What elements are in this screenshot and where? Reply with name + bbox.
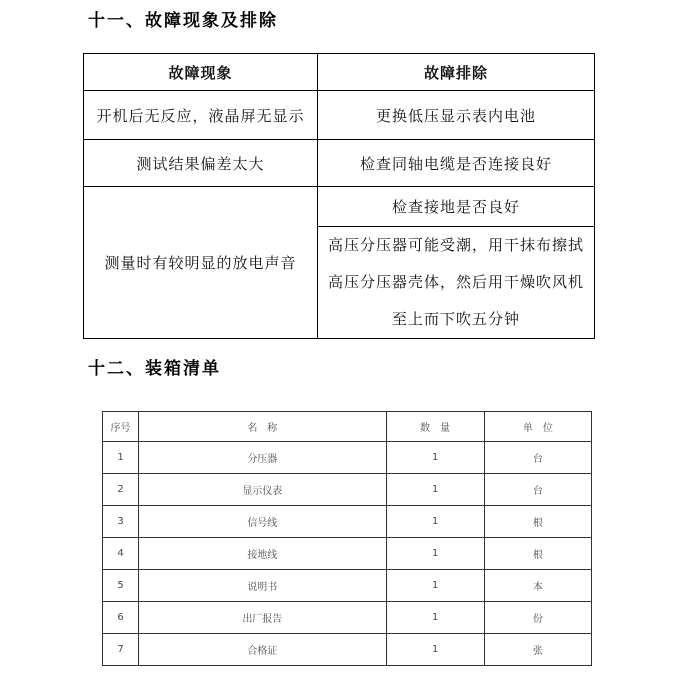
packing-cell-unit: 张	[484, 634, 591, 666]
solution-line: 高压分压器壳体，然后用干燥吹风机	[327, 273, 584, 291]
packing-cell-unit: 本	[484, 570, 591, 602]
table-row	[84, 140, 595, 187]
packing-cell-unit: 份	[484, 602, 591, 634]
table-row	[103, 634, 592, 666]
fault-header-phenomenon: 故障现象	[84, 54, 318, 91]
packing-table-header-row	[103, 412, 592, 442]
fault-header-solution: 故障排除	[318, 54, 595, 91]
fault-cell-solution: 检查接地是否良好	[318, 187, 595, 227]
packing-cell-name: 接地线	[139, 538, 387, 570]
packing-cell-index: 4	[103, 538, 139, 570]
packing-cell-qty: 1	[386, 442, 484, 474]
packing-cell-unit: 根	[484, 538, 591, 570]
section-heading-fault: 十一、故障现象及排除	[88, 11, 278, 31]
packing-cell-qty: 1	[386, 570, 484, 602]
table-row	[103, 538, 592, 570]
packing-cell-unit: 台	[484, 474, 591, 506]
table-row	[84, 187, 595, 227]
packing-list-table	[102, 411, 592, 666]
packing-cell-name: 显示仪表	[139, 474, 387, 506]
packing-header-index: 序号	[103, 412, 139, 442]
packing-cell-name: 合格证	[139, 634, 387, 666]
fault-cell-phenomenon: 开机后无反应，液晶屏无显示	[84, 91, 318, 140]
packing-header-name: 名 称	[139, 412, 387, 442]
fault-cell-phenomenon: 测试结果偏差太大	[84, 140, 318, 187]
solution-line: 高压分压器可能受潮，用干抹布擦拭	[327, 236, 584, 254]
fault-table	[83, 53, 595, 339]
solution-line: 至上而下吹五分钟	[391, 310, 520, 328]
packing-cell-name: 信号线	[139, 506, 387, 538]
packing-cell-qty: 1	[386, 506, 484, 538]
table-row	[103, 442, 592, 474]
table-row	[103, 602, 592, 634]
packing-cell-name: 出厂报告	[139, 602, 387, 634]
packing-cell-qty: 1	[386, 634, 484, 666]
packing-cell-index: 6	[103, 602, 139, 634]
fault-cell-solution: 检查同轴电缆是否连接良好	[318, 140, 595, 187]
packing-cell-index: 5	[103, 570, 139, 602]
table-row	[103, 474, 592, 506]
packing-header-unit: 单 位	[484, 412, 591, 442]
table-row	[103, 506, 592, 538]
fault-cell-solution: 更换低压显示表内电池	[318, 91, 595, 140]
packing-cell-name: 说明书	[139, 570, 387, 602]
packing-cell-qty: 1	[386, 602, 484, 634]
table-row	[84, 91, 595, 140]
packing-cell-unit: 根	[484, 506, 591, 538]
packing-header-qty: 数 量	[386, 412, 484, 442]
fault-cell-phenomenon: 测量时有较明显的放电声音	[84, 187, 318, 339]
table-row	[103, 570, 592, 602]
packing-cell-index: 1	[103, 442, 139, 474]
packing-cell-index: 2	[103, 474, 139, 506]
fault-cell-solution-multiline	[318, 227, 595, 339]
packing-cell-name: 分压器	[139, 442, 387, 474]
fault-table-header-row	[84, 54, 595, 91]
packing-cell-qty: 1	[386, 474, 484, 506]
packing-cell-qty: 1	[386, 538, 484, 570]
packing-cell-index: 3	[103, 506, 139, 538]
packing-cell-index: 7	[103, 634, 139, 666]
packing-cell-unit: 台	[484, 442, 591, 474]
section-heading-packing: 十二、装箱清单	[88, 359, 221, 379]
